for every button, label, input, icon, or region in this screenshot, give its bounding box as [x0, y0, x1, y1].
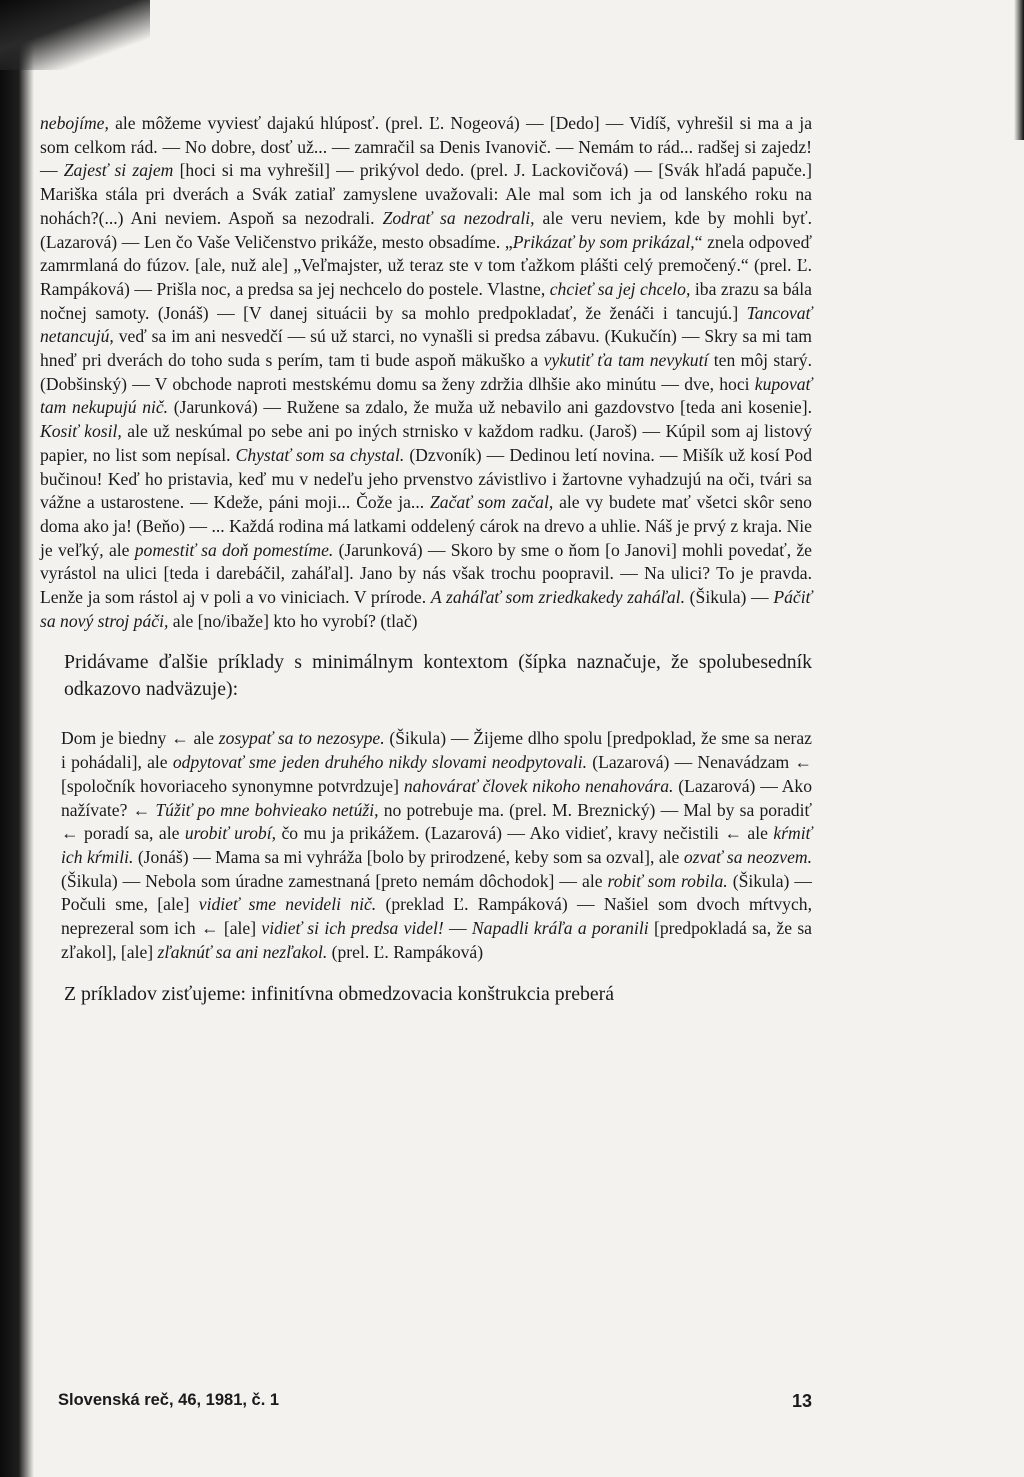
italic-example-phrase: vykutiť ťa tam nevykutí — [543, 350, 709, 371]
text-run: ten môj starý. (Dobšinský) — V obchode naproti mestskému domu sa ženy zdržia dlhšie ako minútu — dve, hoci — [40, 350, 812, 394]
page-footer — [58, 1391, 812, 1415]
text-run: (Lazarová) — Nenavádzam ← [spoločník hovoriaceho synonymne potvrdzuje] — [61, 752, 812, 796]
text-run: “ znela odpoveď zamrmlaná do fúzov. [ale, nuž ale] „Veľmajster, už teraz ste v tom ťažkom plášti celý premočený.“ (prel. Ľ. Rampáková) — Prišla noc, a predsa sa jej nechcelo do postele. Vlastne, — [40, 231, 812, 299]
italic-example-phrase: robiť som robila. — [607, 870, 728, 891]
italic-example-phrase: Napadli kráľa a poranili — [471, 918, 649, 939]
text-run: čo mu ja prikážem. (Lazarová) — Ako vidieť, kravy nečistili ← ale — [276, 823, 774, 844]
italic-example-phrase: Túžiť po mne bohvieako netúži, — [155, 799, 379, 820]
text-run: no potrebuje ma. (prel. M. Breznický) — Mal by sa poradiť ← poradí sa, ale — [61, 799, 812, 844]
italic-example-phrase: nebojíme, — [40, 113, 109, 133]
text-run: (Šikula) — — [684, 587, 774, 608]
text-run: (Šikula) — Žijeme dlho spolu [predpoklad, že sme sa neraz i pohádali], ale — [61, 728, 812, 773]
page-body — [40, 112, 812, 1008]
example-paragraph-1 — [40, 112, 812, 633]
italic-example-phrase: chcieť sa jej chcelo, — [549, 278, 691, 299]
text-run: ale [no/ibaže] kto ho vyrobí? (tlač) — [168, 610, 418, 631]
closing-paragraph: Z príkladov zisťujeme: infinitívna obmedzovacia konštrukcia preberá — [64, 982, 615, 1005]
italic-example-phrase: Začať som začal, — [430, 492, 554, 513]
text-run: ale môžeme vyviesť dajakú hlúposť. (prel. Ľ. Nogeová) — [Dedo] — Vidíš, vyhrešil si ma a ja som celkom rád. — No dobre, dosť už... — zamračil sa Denis Ivanovič. — Nemám to rád... radšej si zajedz! — — [40, 113, 812, 181]
italic-example-phrase: vidieť sme nevideli nič. — [198, 894, 377, 915]
scan-edge — [0, 0, 34, 1477]
text-run: [predpokladá sa, že sa zľakol], [ale] — [61, 918, 812, 962]
italic-example-phrase: urobiť urobí, — [184, 823, 277, 844]
text-run: ale už neskúmal po sebe ani po iných strnisko v každom radku. (Jaroš) — Kúpil som aj listový papier, no list som nepísal. — [40, 421, 812, 465]
italic-example-phrase: pomestiť sa doň pomestíme. — [134, 539, 334, 560]
page-number: 13 — [791, 1391, 812, 1411]
italic-example-phrase: Prikázať by som prikázal, — [512, 231, 695, 252]
text-run: (Šikula) — Nebola som úradne zamestnaná [preto nemám dôchodok] — ale — [61, 870, 608, 891]
scan-right-edge — [1014, 0, 1024, 140]
text-run: iba zrazu sa bála nočnej samoty. (Jonáš) — [V danej situácii by sa mohlo predpokladať, že ženáči i tancujú.] — [40, 278, 812, 323]
italic-example-phrase: zľaknúť sa ani nezľakol. — [157, 941, 328, 962]
scan-corner — [0, 0, 150, 70]
italic-example-phrase: odpytovať sme jeden druhého nikdy slovami neodpytovali. — [172, 752, 588, 773]
italic-example-phrase: Tancovať netancujú, — [40, 302, 812, 347]
text-run: Dom je biedny ← ale — [61, 728, 219, 749]
text-run: veď sa im ani nesvedčí — sú už starci, no vynašli si predsa zábavu. (Kukučín) — Skry sa mi tam hneď pri dverách do toho suda s perím, tam ti bude aspoň mäkuško a — [40, 326, 812, 371]
text-run: (Jarunková) — Skoro by sme o ňom [o Janovi] mohli povedať, že vyrástol na ulici [teda i darebáčil, zaháľal]. Jano by nás však trochu poopravil. — Na ulici? To je pravda. Lenže ja som rástol aj v poli a vo viniciach. V prírode. — [40, 539, 812, 608]
italic-example-phrase: kŕmiť ich kŕmili. — [61, 823, 812, 867]
italic-example-phrase: Páčiť sa nový stroj páči, — [40, 587, 812, 631]
example-paragraph-2 — [40, 727, 812, 964]
italic-example-phrase: A zaháľať som zriedkakedy zaháľal. — [430, 587, 685, 608]
italic-example-phrase: Kosiť kosil, — [40, 421, 122, 442]
journal-citation: Slovenská reč, 46, 1981, č. 1 — [58, 1391, 280, 1409]
italic-example-phrase: Chystať som sa chystal. — [235, 444, 405, 465]
text-run: ale vy budete mať všetci skôr seno doma ako ja! (Beňo) — ... Každá rodina má latkami oddelený cárok na drevo a uhlie. Náš je prvý z kraja. Nie je veľký, ale — [40, 492, 812, 560]
text-run: (Jonáš) — Mama sa mi vyhráža [bolo by prirodzené, keby som sa ozval], ale — [133, 846, 684, 867]
italic-example-phrase: Zajesť si zajem — [63, 160, 174, 181]
italic-example-phrase: ozvať sa neozvem. — [683, 846, 812, 867]
italic-example-phrase: nahovárať človek nikoho nenahovára. — [403, 775, 674, 796]
text-run: (prel. Ľ. Rampáková) — [327, 941, 484, 962]
italic-example-phrase: vidieť si ich predsa videl! — [261, 918, 444, 939]
text-run: ale veru neviem, kde by mohli byť. (Lazarová) — Len čo Vaše Veličenstvo prikáže, mesto obsadíme. „ — [40, 207, 812, 252]
italic-example-phrase: Zodrať sa nezodrali, — [382, 207, 535, 228]
text-run: — — [443, 918, 472, 939]
italic-example-phrase: zosypať sa to nezosype. — [218, 728, 385, 749]
text-run: [hoci si ma vyhrešil] — prikývol dedo. (prel. J. Lackovičová) — [Svák hľadá papuče.] Mariška stála pri dverách a Svák zatiaľ zamyslene uvažovali: Ale mal som ich ja od lanského roku na nohách?(...) Ani neviem. Aspoň sa nezodrali. — [40, 160, 813, 228]
text-run: (Lazarová) — Ako nažívate? ← — [61, 775, 813, 820]
text-run: (preklad Ľ. Rampáková) — Našiel som dvoch mŕtvych, neprezeral som ich ← [ale] — [61, 894, 812, 939]
intro-paragraph: Pridávame ďalšie príklady s minimálnym kontextom (šípka naznačuje, že spolubesedník odkazovo nadväzuje): — [64, 651, 812, 701]
text-run: (Jarunková) — Ružene sa zdalo, že muža už nebavilo ani gazdovstvo [teda ani kosenie]. — [168, 397, 812, 418]
text-run: (Dzvoník) — Dedinou letí novina. — Mišík už kosí Pod bučinou! Keď ho pristavia, keď mu v nedeľu jeho prvenstvo závistlivo i žartovne vyhadzujú na oči, tvári sa vážne a ustarostene. — Kdeže, páni moji... Čože ja... — [40, 444, 813, 513]
italic-example-phrase: kupovať tam nekupujú nič. — [40, 373, 812, 418]
text-run: (Šikula) — Počuli sme, [ale] — [61, 870, 813, 915]
